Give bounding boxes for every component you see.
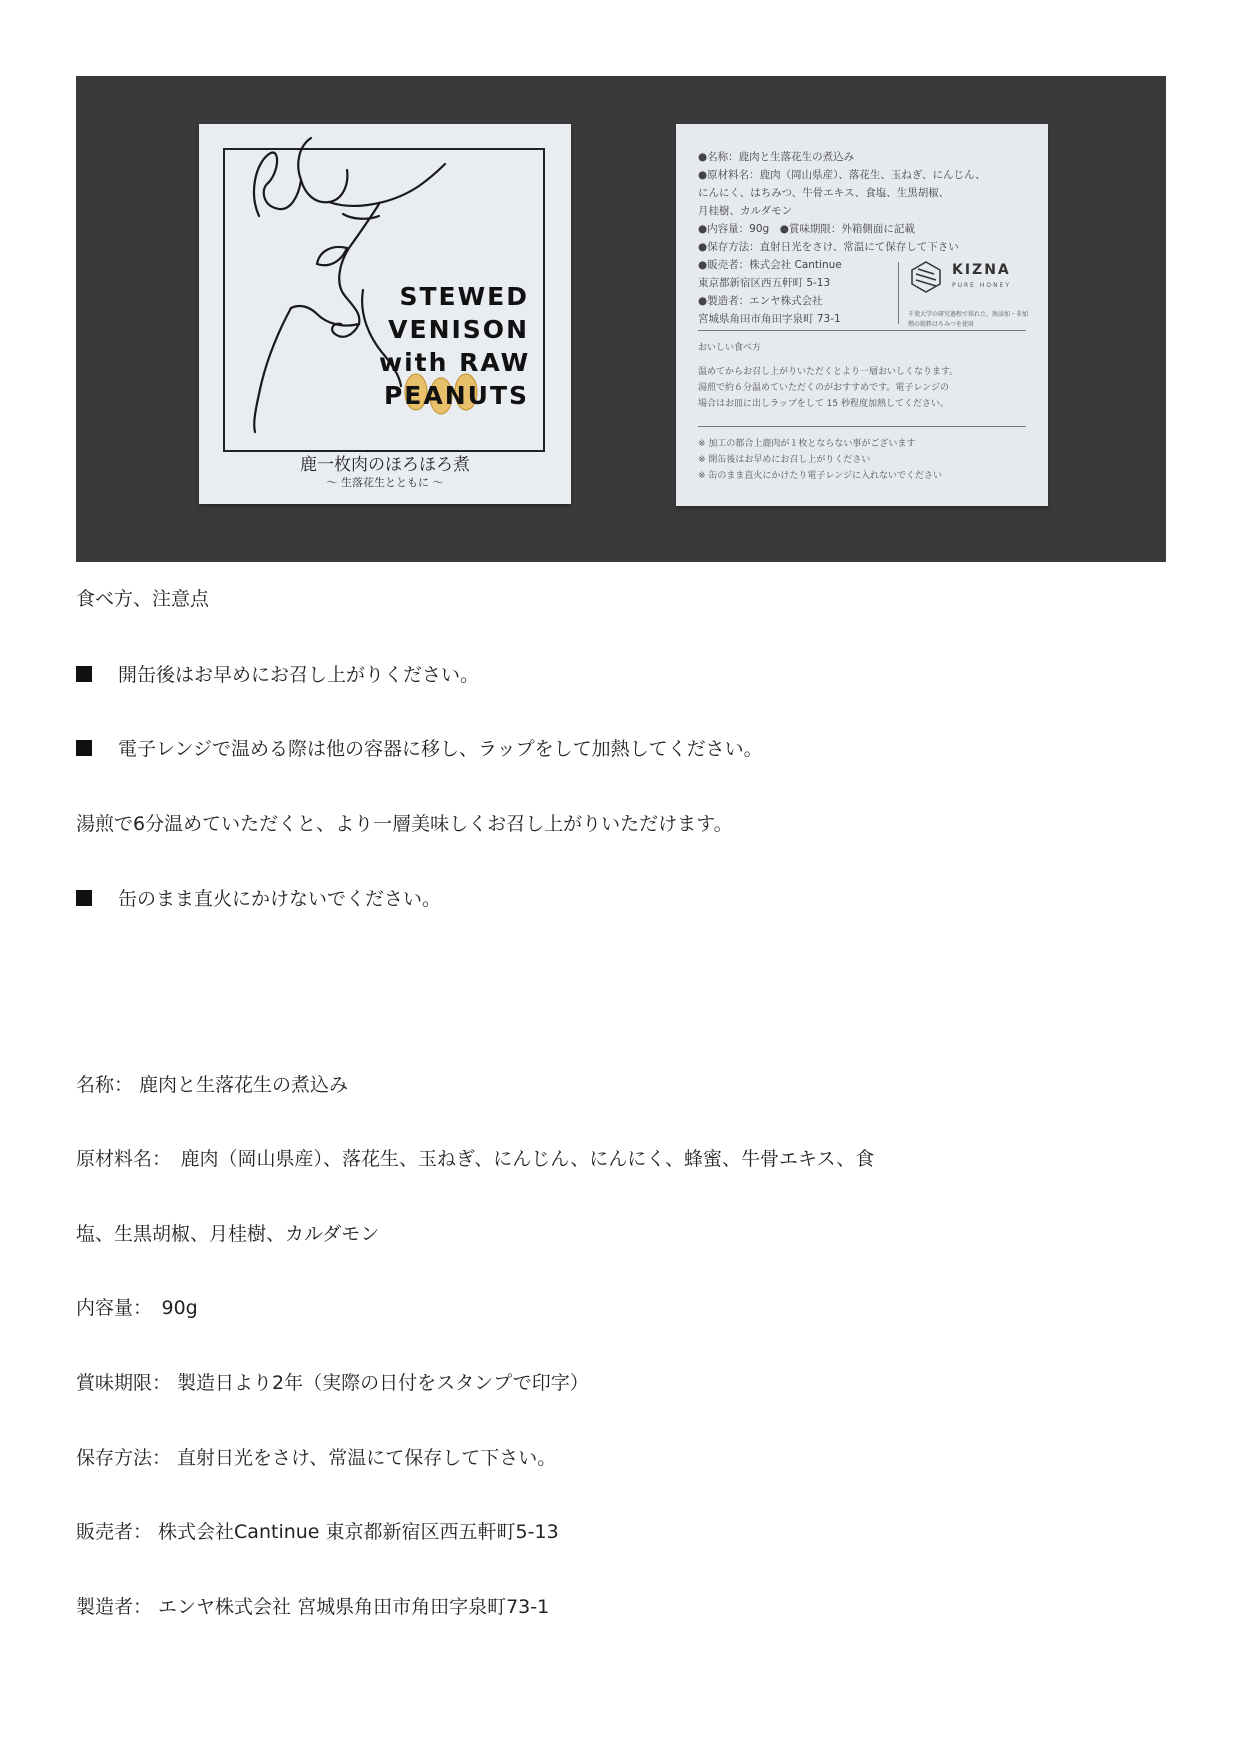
howto-text <box>698 364 1028 412</box>
brand-subtitle: PURE HONEY <box>952 282 1012 289</box>
back-label-line: ●販売者：株式会社 Cantinue <box>698 259 842 271</box>
instruction-item <box>76 660 479 687</box>
square-bullet-icon <box>76 890 92 906</box>
info-volume: 内容量： 90g <box>76 1297 198 1319</box>
instruction-text: 缶のまま直火にかけないでください。 <box>118 888 442 910</box>
back-label-line: ●内容量：90g ●賞味期限：外箱側面に記載 <box>698 223 915 235</box>
divider <box>698 330 1026 331</box>
note-line: ※ 缶のまま直火にかけたり電子レンジに入れないでください <box>698 471 942 481</box>
instruction-note: 湯煎で6分温めていただくと、より一層美味しくお召し上がりいただけます。 <box>76 813 733 835</box>
howto-label: おいしい食べ方 <box>698 343 762 353</box>
howto-line: 場合はお皿に出しラップをして 15 秒程度加熱してください。 <box>698 399 949 409</box>
back-label-line: 宮城県角田市角田字泉町 73-1 <box>698 313 841 325</box>
section-heading: 食べ方、注意点 <box>76 588 210 610</box>
info-manufacturer: 製造者： エンヤ株式会社 宮城県角田市角田字泉町73-1 <box>76 1596 550 1618</box>
back-label-text <box>698 148 1028 328</box>
title-en-line: STEWED <box>399 282 529 311</box>
howto-line: 温めてからお召し上がりいただくとより一層おいしくなります。 <box>698 367 959 377</box>
back-label-line: にんにく、はちみつ、牛骨エキス、食塩、生黒胡椒、 <box>698 187 950 199</box>
square-bullet-icon <box>76 666 92 682</box>
back-notes <box>698 436 1028 484</box>
info-ingredients-cont: 塩、生黒胡椒、月桂樹、カルダモン <box>76 1223 380 1245</box>
instruction-text: 開缶後はお早めにお召し上がりください。 <box>118 664 480 686</box>
back-label-line: ●製造者：エンヤ株式会社 <box>698 295 823 307</box>
honeycomb-logo-icon <box>906 260 946 294</box>
instruction-item <box>76 884 441 911</box>
title-en-line: VENISON <box>388 315 529 344</box>
instruction-text: 電子レンジで温める際は他の容器に移し、ラップをして加熱してください。 <box>118 738 763 760</box>
back-label-line: 月桂樹、カルダモン <box>698 205 793 217</box>
brand-note: 千葉大学の研究過程で採れた、無添加・非加熱の純粋はちみつを使用 <box>908 311 1029 328</box>
info-name: 名称： 鹿肉と生落花生の煮込み <box>76 1074 349 1096</box>
note-line: ※ 加工の都合上鹿肉が１枚とならない事がございます <box>698 439 916 449</box>
title-en-line: PEANUTS <box>383 381 529 410</box>
brand-name: KIZNA <box>952 262 1011 278</box>
instruction-item <box>76 734 763 761</box>
info-seller: 販売者： 株式会社Cantinue 東京都新宿区西五軒町5-13 <box>76 1521 559 1543</box>
info-best-before: 賞味期限： 製造日より2年（実際の日付をスタンプで印字） <box>76 1372 589 1394</box>
package-subtitle-jp: ～ 生落花生とともに ～ <box>326 476 444 489</box>
title-en-line: with RAW <box>379 348 531 377</box>
info-ingredients: 原材料名： 鹿肉（岡山県産）、落花生、玉ねぎ、にんじん、にんにく、蜂蜜、牛骨エキス、食 <box>76 1148 875 1170</box>
package-back <box>676 124 1048 506</box>
package-title-en <box>379 280 529 412</box>
product-photo <box>76 76 1166 562</box>
howto-line: 湯煎で約６分温めていただくのがおすすめです。電子レンジの <box>698 383 949 393</box>
package-front <box>199 124 571 504</box>
back-label-line: 東京都新宿区西五軒町 5-13 <box>698 277 831 289</box>
square-bullet-icon <box>76 740 92 756</box>
back-label-line: ●保存方法：直射日光をさけ、常温にて保存して下さい <box>698 241 959 253</box>
brand-divider <box>898 262 899 324</box>
info-storage: 保存方法： 直射日光をさけ、常温にて保存して下さい。 <box>76 1447 557 1469</box>
back-label-line: ●原材料名：鹿肉（岡山県産）、落花生、玉ねぎ、にんじん、 <box>698 169 986 181</box>
divider <box>698 426 1026 427</box>
package-title-jp: 鹿一枚肉のほろほろ煮 <box>300 455 470 475</box>
note-line: ※ 開缶後はお早めにお召し上がりください <box>698 455 871 465</box>
back-label-line: ●名称：鹿肉と生落花生の煮込み <box>698 151 855 163</box>
